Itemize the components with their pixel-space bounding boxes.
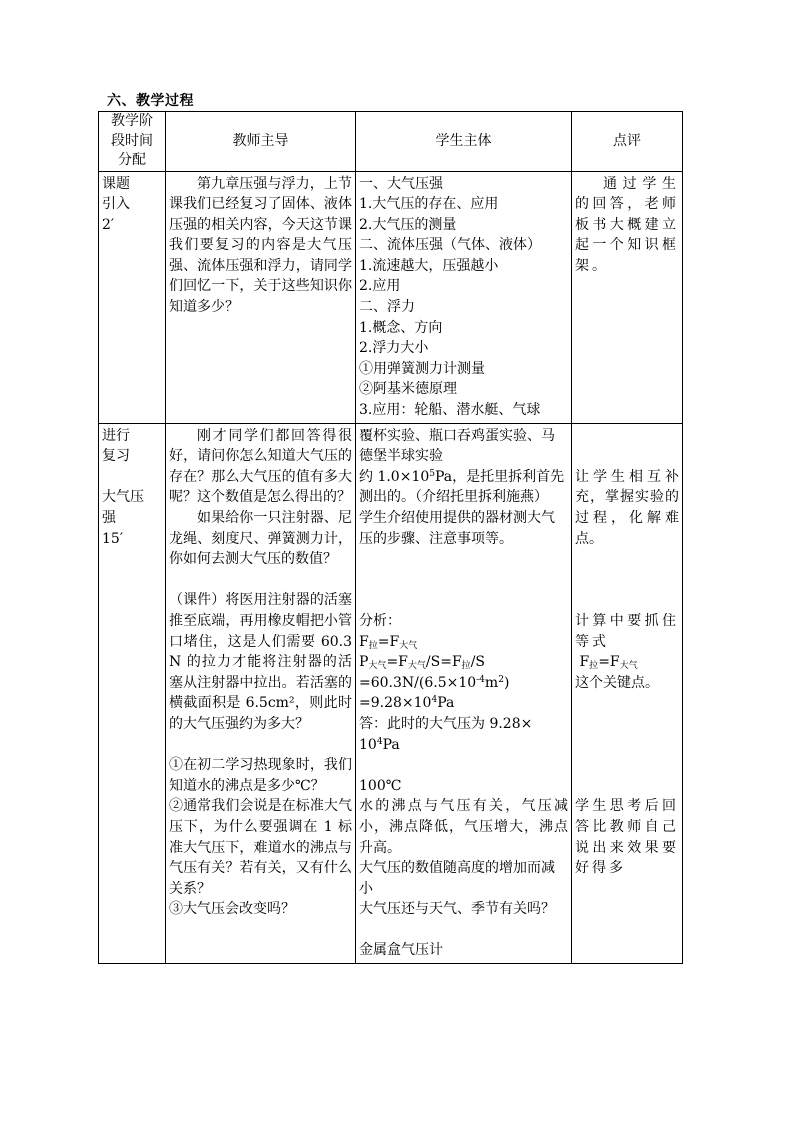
comment-cell [572,423,683,963]
comment-1: 让学生相互补充，掌握实验的过程，化解难点。 [575,468,679,547]
student-experiments: 覆杯实验、瓶口吞鸡蛋实验、马德堡半球实验 [359,427,555,465]
student-answer-5: 金属盒气压计 [359,942,443,959]
teacher-cell [166,423,356,963]
header-row [99,112,683,172]
analysis-label: 分析： [359,612,401,629]
student-cell: 一、大气压强 1.大气压的存在、应用 2.大气压的测量 二、流体压强（气体、液体） 1.流速越大，压强越小 2.应用 二、浮力 1.概念、方向 2.浮力大小 ①用弹簧测力计测量 ②阿基米德原理 3.应用：轮船、潜水艇、气球 [356,171,572,423]
section-title: 六、教学过程 [107,93,194,109]
student-cell [356,423,572,963]
teaching-process-table [98,111,683,964]
comment-cell [572,171,683,423]
stage-cell: 进行 复习 大气压 强 15′ [99,423,166,963]
student-answer-3: 大气压的数值随高度的增加而减小 [359,860,555,897]
teacher-sub-question-2: ②通常我们会说是在标准大气压下，为什么要强调在 1 标准大气压下，难道水的沸点与气压有关？若有关，又有什么关系？ [169,798,352,897]
answer-line: 答：此时的大气压为 9.28× [359,715,533,732]
teacher-sub-question-3: ③大气压会改变吗？ [169,901,295,918]
student-method: 学生介绍使用提供的器材测大气压的步骤、注意事项等。 [359,510,555,547]
formula-line-1: $F_拉=F_{大气}$ [359,633,418,651]
teacher-sub-question-1: ①在初二学习热现象时，我们知道水的沸点是多少℃？ [169,757,352,794]
comment-3: 学生思考后回答比教师自己说出来效果要好得多 [575,798,679,877]
formula-line-3: $=60.3N/(6.5\times 10^{-4}m^2)$ [359,674,510,691]
comment-2-tail: 这个关键点。 [575,674,659,691]
header-student: 学生主体 [356,112,572,172]
student-answer-1: 100℃ [359,777,402,794]
student-answer-4: 大气压还与天气、季节有关吗？ [359,901,555,918]
comment-text: 通过学生的回答，老师板书大概建立起一个知识框架。 [575,175,679,274]
comment-2-formula: $F_拉=F_{大气}$ [579,654,638,672]
stage-cell: 课题 引入 2′ [99,171,166,423]
header-comment: 点评 [572,112,683,172]
teacher-question-1: 刚才同学们都回答得很好，请问你怎么知道大气压的存在？那么大气压的值有多大呢？这个数值是怎么得出的？ [169,427,352,506]
teacher-example: （课件）将医用注射器的活塞推至底端，再用橡皮帽把小管口堵住，这是人们需要 60.3N 的拉力才能将注射器的活塞从注射器中拉出。若活塞的横截面积是 6.5cm²，则此时的大气压强约为多大？ [169,592,352,732]
table-row [99,423,683,963]
teacher-cell [166,171,356,423]
answer-line-2: $10^4Pa$ [359,736,400,753]
formula-line-2: $P_{大气}=F_{大气}/S=F_拉/S$ [359,654,485,672]
header-stage: 教学阶 段时间 分配 [99,112,166,172]
teacher-text: 第九章压强与浮力，上节课我们已经复习了固体、液体压强的相关内容，今天这节课我们要复习的内容是大气压强、流体压强和浮力，请同学们回忆一下，关于这些知识你知道多少？ [169,175,352,316]
student-pressure-value: 约 $1.0\times 10^5Pa$，是托里拆利首先测出的。（介绍托里拆利施燕） [359,468,565,506]
comment-2: 计算中要抓住等式 [575,612,679,650]
teacher-question-2: 如果给你一只注射器、尼龙绳、刻度尺、弹簧测力计，你如何去测大气压的数值？ [169,510,352,568]
student-answer-2: 水的沸点与气压有关，气压减小，沸点降低，气压增大，沸点升高。 [359,798,568,856]
header-teacher: 教师主导 [166,112,356,172]
table-row [99,171,683,423]
formula-line-4: $=9.28\times 10^4Pa$ [359,695,455,712]
